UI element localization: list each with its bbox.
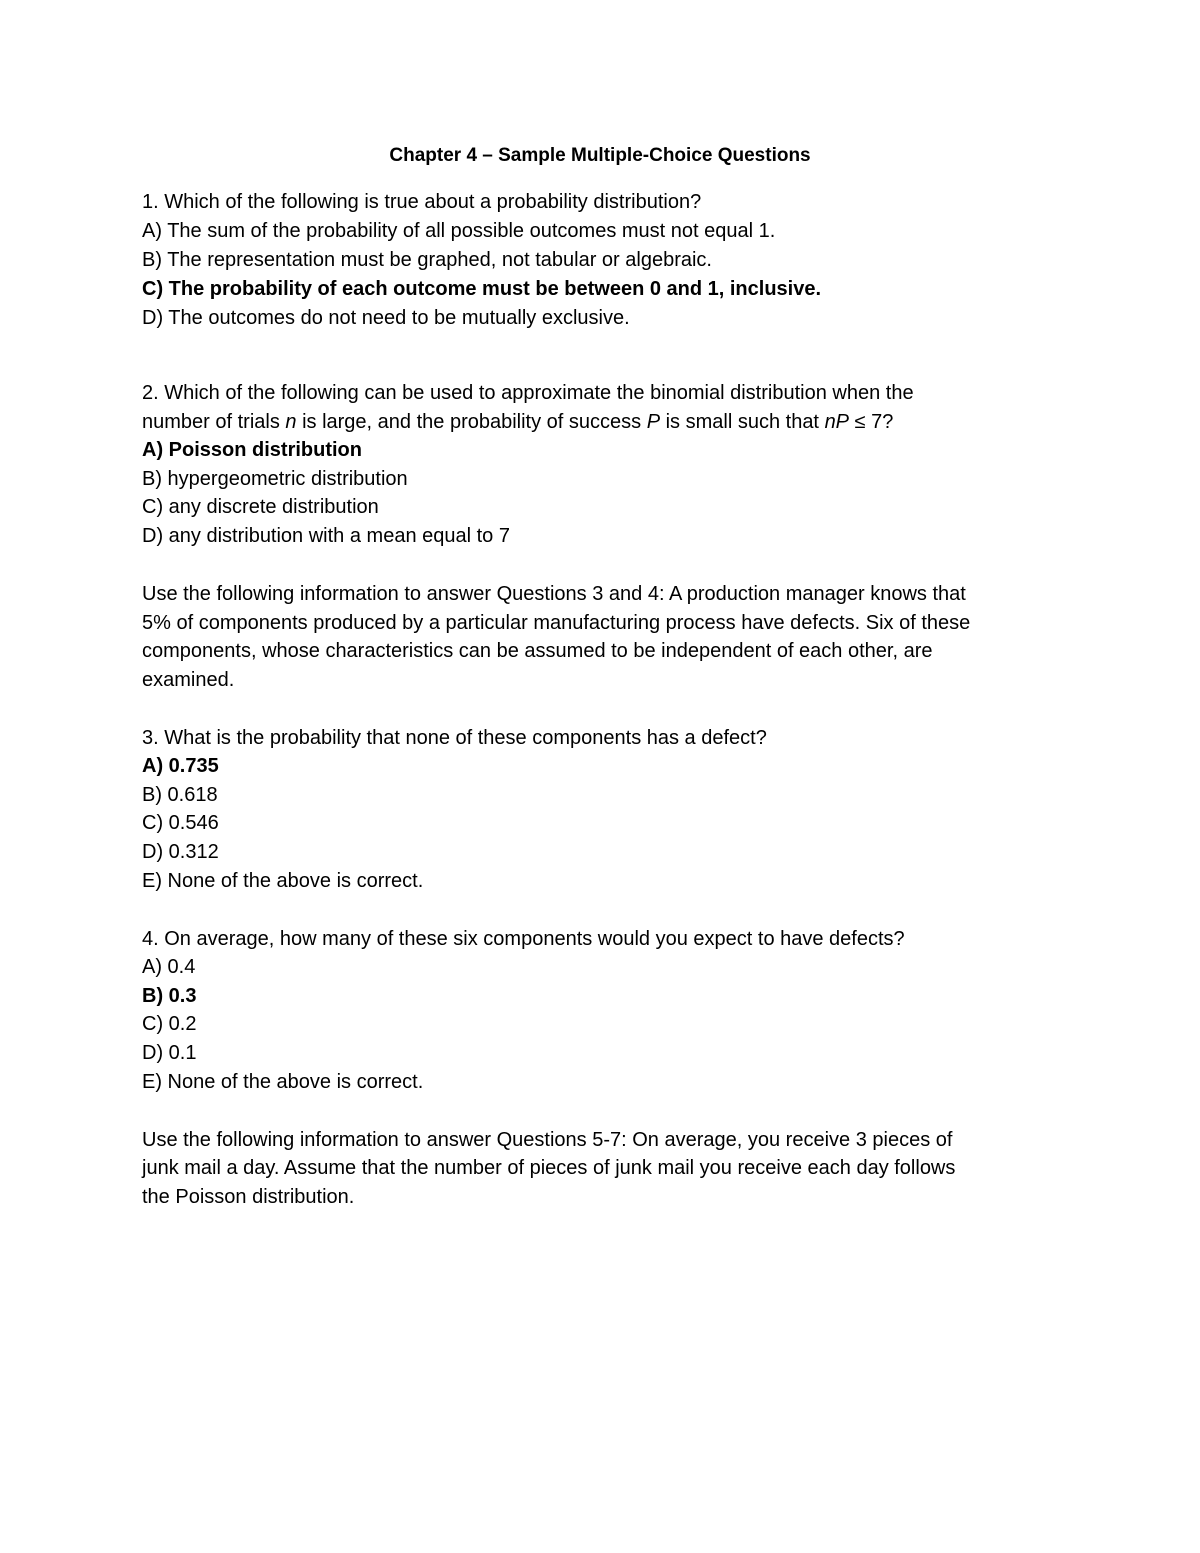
q3-option-a-correct: A) 0.735 xyxy=(142,755,219,777)
info34-line1: Use the following information to answer Questions 3 and 4: A production manager knows that xyxy=(142,583,966,605)
q2-stem-part-a: number of trials xyxy=(142,411,286,433)
q2-var-n: n xyxy=(285,411,297,433)
q3-option-c: C) 0.546 xyxy=(142,812,219,834)
q2-var-p: P xyxy=(646,411,661,433)
info57-line3: the Poisson distribution. xyxy=(142,1186,355,1208)
q2-option-d: D) any distribution with a mean equal to 7 xyxy=(142,525,510,547)
q1-stem: 1. Which of the following is true about a probability distribution? xyxy=(142,191,702,213)
q2-stem-part-c: is small such that xyxy=(660,411,825,433)
info34-line2: 5% of components produced by a particular manufacturing process have defects. Six of these xyxy=(142,612,971,634)
q1-option-c-correct: C) The probability of each outcome must be between 0 and 1, inclusive. xyxy=(142,278,822,300)
q2-stem-line2 xyxy=(142,408,1082,437)
q2-stem-line1: 2. Which of the following can be used to approximate the binomial distribution when the xyxy=(142,382,914,404)
info57-line1: Use the following information to answer Questions 5-7: On average, you receive 3 pieces of xyxy=(142,1129,953,1151)
q1-option-b: B) The representation must be graphed, not tabular or algebraic. xyxy=(142,249,712,271)
q3-option-e: E) None of the above is correct. xyxy=(142,870,424,892)
info57-line2: junk mail a day. Assume that the number of pieces of junk mail you receive each day follows xyxy=(142,1157,956,1179)
q4-option-c: C) 0.2 xyxy=(142,1013,197,1035)
q2-option-c: C) any discrete distribution xyxy=(142,496,379,518)
page-title: Chapter 4 – Sample Multiple-Choice Questions xyxy=(389,145,811,166)
q3-stem: 3. What is the probability that none of these components has a defect? xyxy=(142,727,767,749)
q2-option-b: B) hypergeometric distribution xyxy=(142,468,408,490)
q4-option-b-correct: B) 0.3 xyxy=(142,985,197,1007)
q2-option-a-correct: A) Poisson distribution xyxy=(142,439,362,461)
info34-line4: examined. xyxy=(142,669,235,691)
q2-stem-part-b: is large, and the probability of success xyxy=(296,411,647,433)
q4-option-d: D) 0.1 xyxy=(142,1042,197,1064)
q4-stem: 4. On average, how many of these six components would you expect to have defects? xyxy=(142,928,905,950)
q2-var-np: nP xyxy=(824,411,850,433)
q1-option-d: D) The outcomes do not need to be mutually exclusive. xyxy=(142,307,630,329)
info34-line3: components, whose characteristics can be assumed to be independent of each other, are xyxy=(142,640,933,662)
q1-option-a: A) The sum of the probability of all possible outcomes must not equal 1. xyxy=(142,220,776,242)
q4-option-e: E) None of the above is correct. xyxy=(142,1071,424,1093)
q3-option-b: B) 0.618 xyxy=(142,784,218,806)
q2-stem-part-d: ≤ 7? xyxy=(849,411,894,433)
q3-option-d: D) 0.312 xyxy=(142,841,219,863)
q4-option-a: A) 0.4 xyxy=(142,956,196,978)
